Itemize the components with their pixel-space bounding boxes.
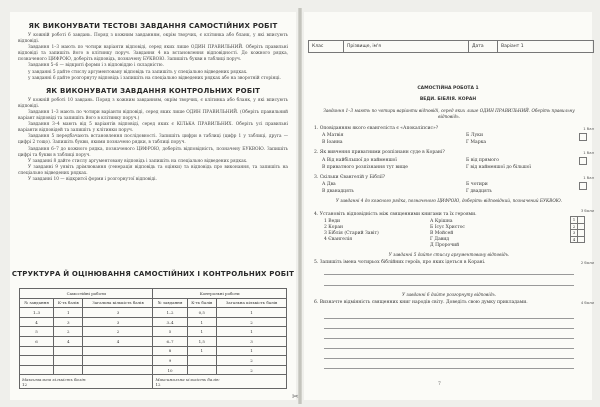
paragraph: Завдання 1–3 мають по чотири варіанти відповіді, серед яких лише ОДИН ПРАВИЛЬНИЙ. (Оберіть правильний варіант відповіді та запишіть його в клітинку поруч.) (18, 109, 288, 122)
work-title: САМОСТІЙНА РОБОТА 1 (417, 86, 479, 91)
score-1: 1 бал (583, 126, 594, 131)
page-number: 7 (438, 382, 441, 387)
paragraph: Завдання 6–7 до кожного рядка, позначеного ЦИФРОЮ, доберіть відповідність, позначену БУКВОЮ. Запишіть цифрі та букви в таблиці поруч. (18, 146, 288, 158)
paragraph: У завданні 8 дайте стислу аргументовану відповідь і запишіть на спеціально відведених рядках. (28, 158, 248, 164)
instructions: У завданні 4 до кожного рядка, позначеного ЦИФРОЮ, доберіть відповідний, позначений БУКВОЮ. (335, 198, 563, 203)
col-points: К-ть балів (54, 298, 83, 308)
answer-box-3[interactable] (579, 182, 587, 190)
score-2: 1 бал (583, 150, 594, 155)
paragraph: У кожній роботі 6 завдань. Поряд з кожним завданням, окрім творчих, є клітинка або бланк, у які вписують відповіді. (18, 33, 288, 45)
table-row: 8 1 1 (20, 346, 287, 356)
option: Г Марка (466, 140, 487, 145)
match-right: В Мойсей (430, 231, 454, 236)
book-fold (298, 8, 302, 404)
paragraph: у завданні 5 дайте стислу аргументовану відповідь та запишіть у спеціально відведених рядках. (28, 69, 248, 75)
col-total: Загальна кількість балів (83, 298, 153, 308)
question-5: 5. Запишіть імена чотирьох біблійних героїв, про яких ідеться в Корані. (314, 260, 486, 265)
max-score-label: Максимальна кількість балів: (22, 376, 87, 382)
answer-box-1[interactable] (579, 133, 587, 141)
answer-cell[interactable] (578, 236, 585, 243)
date-field[interactable]: Дата (469, 41, 498, 53)
header-independent: Самостійні роботи (20, 289, 153, 299)
name-field[interactable]: Прізвище, ім'я (344, 41, 469, 53)
match-left: 3 Біблія (Старий Завіт) (324, 231, 379, 236)
max-score-value: 12 (155, 381, 161, 387)
option: А Два (322, 182, 336, 187)
table-row: 9 2 (20, 356, 287, 366)
match-left: 4 Євангелія (324, 237, 353, 242)
heading-independent-tests: ЯК ВИКОНУВАТИ ТЕСТОВІ ЗАВДАННЯ САМОСТІЙНИХ РОБІТ (28, 22, 278, 30)
option: Г від найменшої до більшої (466, 165, 531, 170)
answer-line[interactable] (324, 285, 574, 286)
score-4: 3 бали (580, 208, 594, 213)
work-subtitle: ВЕДИ. БІБЛІЯ. КОРАН (419, 97, 477, 102)
answer-line[interactable] (324, 348, 574, 349)
option: Г двадцять (466, 189, 492, 194)
right-page (304, 12, 592, 400)
match-right: Б Ісус Христос (430, 225, 465, 230)
paragraph: Завдання 3–4 мають від 5 варіантів відповіді, серед яких є КІЛЬКА ПРАВИЛЬНИХ. Оберіть усі правильні варіанти відповідей та запишіть у клітинки поруч. (18, 122, 288, 134)
option: В Іоанна (322, 140, 343, 145)
score-3: 1 бал (583, 175, 594, 180)
answer-line[interactable] (324, 368, 574, 369)
option: Б від прямого (466, 158, 499, 163)
option: А Матвія (322, 133, 344, 138)
col-total: Загальна кількість балів (216, 298, 286, 308)
table-row: 5 2 2 5 1 1 (20, 327, 287, 337)
question-4: 4. Установіть відповідність між священними книгами та їх героями. (314, 212, 477, 217)
table-footer-row (20, 375, 287, 389)
match-right: Д Пророчий (430, 243, 460, 248)
match-right: А Крішна (430, 219, 453, 224)
scissors-icon: ✂ (292, 392, 299, 401)
answer-box-2[interactable] (579, 157, 587, 165)
max-score-label: Максимальна кількість балів: (155, 376, 220, 382)
col-task-number: № завдання (153, 298, 187, 308)
question-3: 3. Скільки Євангелій у Біблії? (314, 175, 386, 180)
table-row: 10 2 (20, 365, 287, 375)
option: Б Луки (466, 133, 483, 138)
option: В приватного розпізнання тут вище (322, 165, 408, 170)
table-row: 6 4 4 6–7 1,5 3 (20, 336, 287, 346)
paragraph: Завдання 5–6 — відкриті форми і з відповіддю і складністю. (28, 63, 164, 69)
max-score-value: 12 (22, 381, 28, 387)
left-page (10, 12, 296, 400)
header-control: Контрольні роботи (153, 289, 287, 299)
heading-control-tasks: ЯК ВИКОНУВАТИ ЗАВДАННЯ КОНТРОЛЬНИХ РОБІТ (45, 86, 261, 95)
answer-line[interactable] (324, 358, 574, 359)
paragraph: У кожній роботі 10 завдань. Поряд з кожним завданням, окрім творчих, є клітинка або бланк, у які вписують відповіді. (18, 97, 288, 109)
class-field[interactable]: Клас (309, 41, 344, 53)
variant-label: Варіант 1 (498, 41, 594, 53)
col-task-number: № завдання (20, 298, 54, 308)
question-6: 6. Визначте відмінність священних книг народів світу. Доведіть свою думку прикладами. (314, 300, 528, 305)
paragraph: У завданні 9 уявіть дрімлювання (генерація відповідь та оцінки) та відповідь про виконання, та запишіть на спеціально відведених рядках. (18, 164, 288, 176)
option: В дванадцять (322, 189, 354, 194)
instructions: У завданні 5 дайте стислу аргументовану відповідь. (388, 252, 510, 257)
paragraph: Завдання 1–3 мають по чотири варіанти відповіді, серед яких лише ОДИН ПРАВИЛЬНИЙ. Оберіть правильні відповіді та запишіть його в клітинку поруч. Завдання 4 на встановлення відповідності. До кожного рядка, позначеного ЦИФРОЮ, доберіть відповідь, позначену БУКВОЮ. Запишіть букви в таблиці поруч. (18, 45, 288, 63)
student-header (308, 40, 594, 53)
table-row: 1–3 1 3 1–2 0,5 1 (20, 308, 287, 318)
instructions: У завданні 6 дайте розгорнуту відповідь. (402, 292, 496, 297)
score-5: 2 бали (580, 260, 594, 265)
col-points: К-ть балів (187, 298, 216, 308)
paragraph: Завдання 5 передбачають встановлення послідовності. Запишіть цифри в таблиці (цифр 1 у таблиці, друга — цифрі 2 тощо). Запишіть букви, якими позначено рядки, в таблиці поруч. (18, 134, 288, 146)
paragraph: У завданні 10 — відкритої форми і розгорнутої відповіді. (28, 176, 157, 182)
match-right: Г Давид (430, 237, 450, 242)
table-row: 4 3 3 3–4 1 2 (20, 317, 287, 327)
answer-line[interactable] (324, 274, 574, 275)
answer-line[interactable] (324, 338, 574, 339)
option: Б чотири (466, 182, 488, 187)
match-left: 1 Веди (324, 219, 341, 224)
question-2: 2. Як вивчення приватними розпізнанн суде в Корані? (314, 150, 445, 155)
paragraph: у завданні 6 дайте розгорнуту відповідь і запишіть на спеціально відведених рядках або на зворотній сторінці. (28, 75, 281, 81)
match-left: 2 Коран (324, 225, 344, 230)
answer-line[interactable] (324, 318, 574, 319)
scoring-table (19, 288, 287, 389)
score-6: 4 бали (580, 300, 594, 305)
answer-line[interactable] (324, 328, 574, 329)
heading-structure: СТРУКТУРА Й ОЦІНЮВАННЯ САМОСТІЙНИХ І КОНТРОЛЬНИХ РОБІТ (11, 270, 295, 278)
answer-grid-4: 1 2 3 4 (570, 216, 585, 243)
question-1: 1. Оповіданням якого євангеліста є «Апокаліпсис»? (314, 126, 439, 131)
instructions: Завдання 1–3 мають по чотири варіанти відповіді, серед яких лише ОДИН ПРАВИЛЬНИЙ. Оберіть правильну відповідь. (323, 108, 575, 119)
option: А Від найбільшої до найменшої (322, 158, 397, 163)
